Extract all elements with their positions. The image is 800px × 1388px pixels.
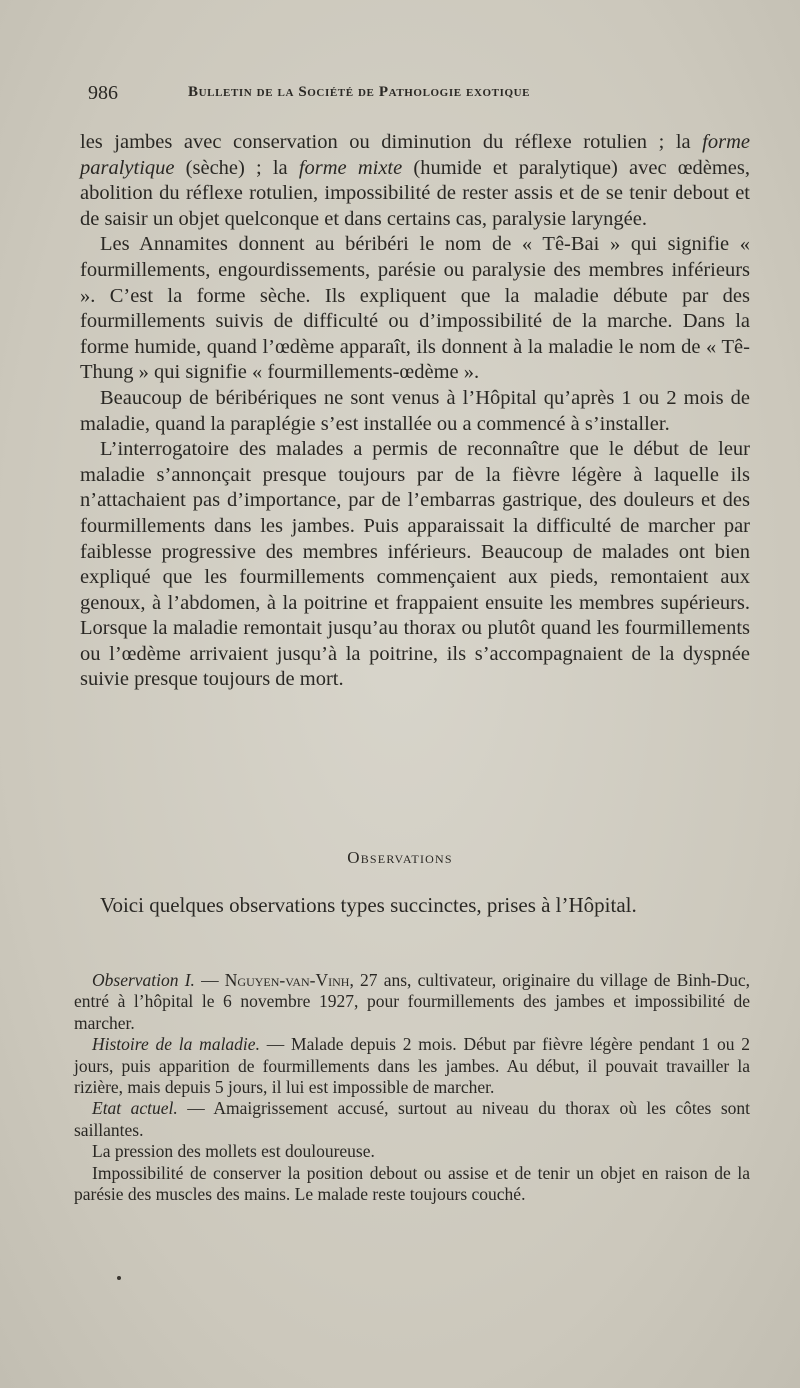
term-forme-mixte: forme mixte — [298, 156, 403, 179]
observation-1 — [74, 970, 750, 1205]
page-number: 986 — [88, 82, 118, 104]
observation-1-intro-text: , 27 ans, cultivateur, originaire du village de Binh-Duc, entré à l’hôpital le 6 novembre 1927, pour fourmillements des jambes et impossibilité de marcher. — [74, 970, 751, 1033]
history-label: Histoire de la maladie. — [92, 1034, 260, 1055]
patient-name: Nguyen-van-Vinh — [224, 970, 350, 990]
observation-1-history — [74, 1034, 750, 1098]
paragraph-1-text-e: (humide et paralytique) avec œdèmes, abolition du réflexe rotulien, impossibilité de rester assis et de se tenir debout et de saisir un objet quelconque et dans certains cas, paralysie laryngée. — [80, 156, 751, 230]
paragraph-1 — [80, 130, 750, 232]
observation-1-header — [74, 970, 750, 1034]
history-text: — Malade depuis 2 mois. Début par fièvre légère pendant 1 ou 2 jours, puis apparition de fourmillements dans les jambes. Au début, il pouvait travailler la rizière, mais depuis 5 jours, il lui est impossible de marcher. — [74, 1034, 750, 1098]
paragraph-3: Beaucoup de béribériques ne sont venus à l’Hôpital qu’après 1 ou 2 mois de maladie, quand la paraplégie s’est installée ou a commencé à s’installer. — [80, 386, 750, 435]
paragraph-1-text-c: (sèche) ; la — [174, 156, 299, 179]
intro-paragraph: Voici quelques observations types succinctes, prises à l’Hôpital. — [100, 893, 637, 917]
observation-label: Observation I. — [92, 970, 195, 990]
state-label: Etat actuel. — [92, 1098, 178, 1119]
state-text: — Amaigrissement accusé, surtout au niveau du thorax où les côtes sont saillantes. — [74, 1098, 750, 1140]
page-header — [88, 82, 748, 108]
observation-1-impossibility: Impossibilité de conserver la position debout ou assise et de tenir un objet en raison de la parésie des muscles des mains. Le malade reste toujours couché. — [74, 1162, 750, 1205]
observation-dash: — — [194, 970, 225, 990]
paragraph-4: L’interrogatoire des malades a permis de reconnaître que le début de leur maladie s’annonçait presque toujours par de la fièvre légère à laquelle ils n’attachaient pas d’importance, par de l’embarras gastrique, des douleurs et des fourmillements dans les jambes. Puis apparaissait la difficulté de marcher par faiblesse progressive des membres inférieurs. Beaucoup de malades ont bien expliqué que les fourmillements commençaient aux pieds, remontaient aux genoux, à l’abdomen, à la poitrine et frappaient ensuite les membres supérieurs. Lorsque la maladie remontait jusqu’au thorax ou plutôt quand les fourmillements ou l’œdème arrivaient jusqu’à la poitrine, ils s’accompagnaient de la dyspnée suivie presque toujours de mort. — [80, 438, 750, 691]
observation-1-pressure: La pression des mollets est douloureuse. — [92, 1141, 375, 1162]
stray-dot-mark — [117, 1276, 121, 1280]
running-head: Bulletin de la Société de Pathologie exotique — [188, 84, 531, 100]
paragraph-2: Les Annamites donnent au béribéri le nom de « Tê-Bai » qui signifie « fourmillements, engourdissements, parésie ou paralysie des membres inférieurs ». C’est la forme sèche. Ils expliquent que la maladie débute par des fourmillements suivis de difficulté ou d’impossibilité de la marche. Dans la forme humide, quand l’œdème apparaît, ils donnent à la maladie le nom de « Tê-Thung » qui signifie « fourmillements-œdème ». — [80, 233, 750, 384]
observation-1-state — [74, 1098, 750, 1141]
paragraph-1-text-a: les jambes avec conservation ou diminution du réflexe rotulien ; la — [80, 131, 703, 153]
section-title: Observations — [347, 848, 453, 867]
body-text — [80, 130, 750, 693]
term-forme-paralytique: forme paralytique — [80, 131, 750, 179]
